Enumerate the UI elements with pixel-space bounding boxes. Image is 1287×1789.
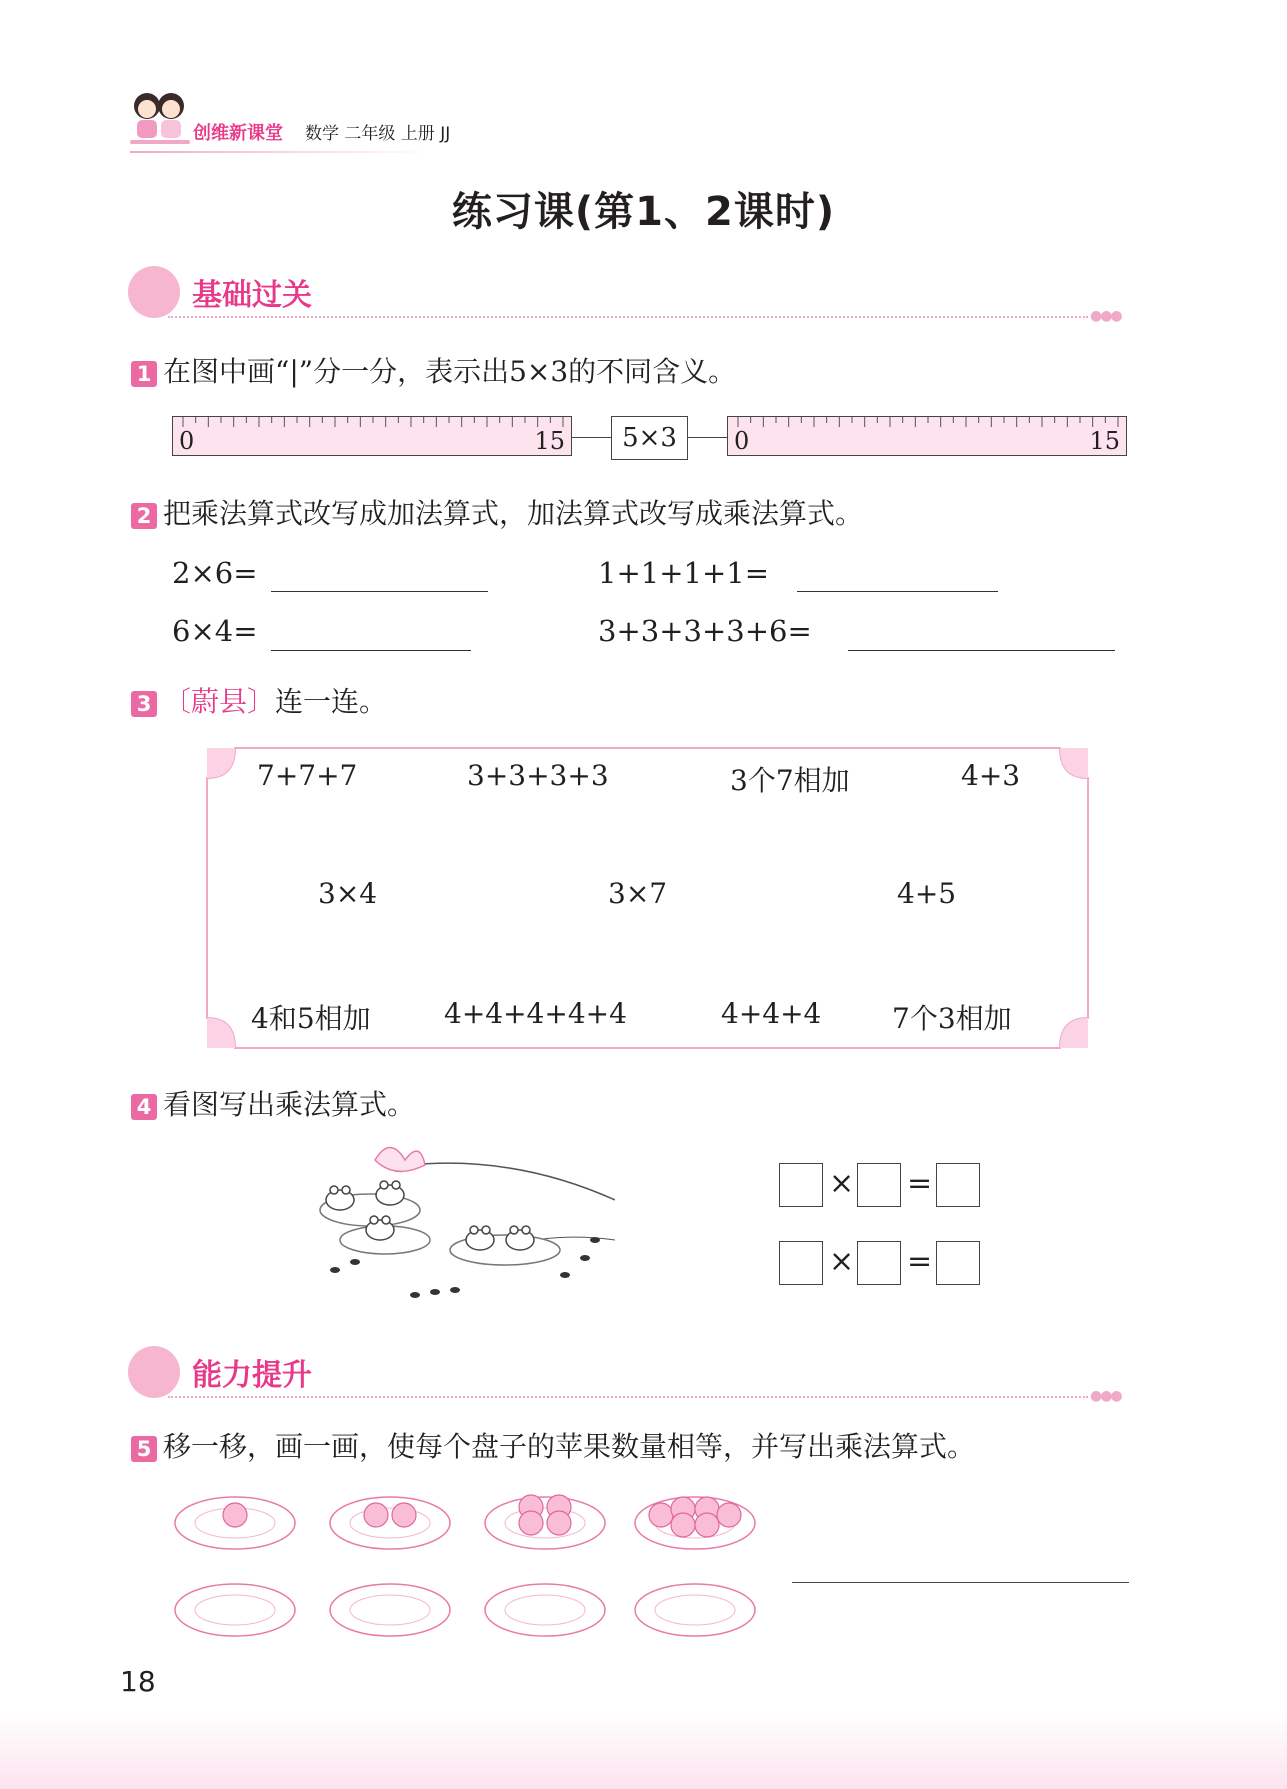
match-item[interactable]: 7个3相加 — [892, 1002, 1012, 1035]
plate — [330, 1584, 450, 1636]
match-item[interactable]: 4+5 — [897, 877, 957, 910]
expression-item: 2×6= — [172, 556, 258, 590]
section-advanced — [128, 1342, 1128, 1402]
expression-item: 3+3+3+3+6= — [598, 614, 812, 648]
connector-line — [688, 437, 727, 438]
apple-plates-illustration — [165, 1488, 765, 1648]
match-item[interactable]: 3+3+3+3 — [467, 759, 609, 792]
question-text: 移一移，画一画，使每个盘子的苹果数量相等，并写出乘法算式。 — [163, 1430, 976, 1463]
expression-item: 6×4= — [172, 614, 258, 648]
match-item[interactable]: 4+3 — [961, 759, 1021, 792]
answer-box[interactable] — [857, 1241, 901, 1285]
ruler-ticks — [173, 417, 573, 457]
answer-box[interactable] — [857, 1163, 901, 1207]
bottom-decor-band — [0, 1712, 1287, 1789]
apple-icon — [649, 1503, 673, 1527]
question-4 — [131, 1088, 415, 1122]
answer-box[interactable] — [779, 1241, 823, 1285]
question-2 — [131, 497, 863, 531]
times-sign: × — [829, 1244, 855, 1279]
section-basic — [128, 262, 1128, 322]
match-item[interactable]: 7+7+7 — [257, 759, 358, 792]
question-number: 1 — [131, 361, 157, 387]
page-number: 18 — [120, 1665, 156, 1698]
question-text: 连一连。 — [275, 685, 388, 718]
answer-line[interactable] — [792, 1582, 1129, 1583]
match-item[interactable]: 4+4+4 — [721, 997, 822, 1030]
question-3 — [131, 685, 387, 719]
apple-icon — [547, 1511, 571, 1535]
question-number: 4 — [131, 1094, 157, 1120]
brand-name: 创维新课堂 — [193, 123, 283, 144]
answer-line[interactable] — [271, 591, 488, 592]
ruler-end-label: 15 — [534, 427, 565, 455]
answer-box[interactable] — [936, 1241, 980, 1285]
plate — [330, 1497, 450, 1549]
number-ruler-left[interactable] — [172, 416, 572, 456]
decor-dots-icon: ●●● — [1090, 1388, 1121, 1404]
question-text: 看图写出乘法算式。 — [163, 1088, 416, 1121]
region-tag: 〔蔚县〕 — [163, 685, 276, 718]
answer-box[interactable] — [936, 1163, 980, 1207]
section-rule — [168, 1396, 1088, 1398]
header-divider — [130, 151, 430, 153]
answer-box[interactable] — [779, 1163, 823, 1207]
apple-icon — [671, 1513, 695, 1537]
page-title: 练习课(第1、2课时) — [451, 189, 836, 235]
number-ruler-right[interactable] — [727, 416, 1127, 456]
plate — [485, 1497, 605, 1549]
question-number: 5 — [131, 1436, 157, 1462]
times-sign: × — [829, 1166, 855, 1201]
apple-icon — [223, 1503, 247, 1527]
ruler-start-label: 0 — [179, 427, 195, 455]
answer-line[interactable] — [848, 650, 1115, 651]
plate — [175, 1584, 295, 1636]
plate — [485, 1584, 605, 1636]
match-item[interactable]: 3×7 — [608, 877, 668, 910]
mascot-icon — [128, 266, 180, 318]
match-item[interactable]: 4和5相加 — [251, 1002, 371, 1035]
section-advanced-title: 能力提升 — [192, 1358, 312, 1393]
apple-icon — [392, 1503, 416, 1527]
question-text: 在图中画“|”分一分，表示出5×3的不同含义。 — [163, 355, 737, 388]
question-text: 把乘法算式改写成加法算式，加法算式改写成乘法算式。 — [163, 497, 864, 530]
equals-sign: = — [907, 1166, 933, 1201]
answer-line[interactable] — [271, 650, 471, 651]
question-number: 2 — [131, 503, 157, 529]
match-item[interactable]: 4+4+4+4+4 — [444, 997, 627, 1030]
apple-icon — [519, 1511, 543, 1535]
apple-icon — [695, 1513, 719, 1537]
question-5 — [131, 1430, 975, 1464]
decor-dots-icon: ●●● — [1090, 308, 1121, 324]
header-kids-illustration — [125, 88, 195, 148]
ruler-start-label: 0 — [734, 427, 750, 455]
match-item[interactable]: 3个7相加 — [730, 764, 850, 797]
book-info: 数学 二年级 上册 JJ — [305, 124, 451, 144]
plate — [635, 1584, 755, 1636]
answer-line[interactable] — [797, 591, 998, 592]
section-basic-title: 基础过关 — [192, 278, 312, 313]
question-number: 3 — [131, 691, 157, 717]
connector-line — [572, 437, 611, 438]
center-expression-box: 5×3 — [611, 416, 688, 460]
section-rule — [168, 316, 1088, 318]
ruler-end-label: 15 — [1089, 427, 1120, 455]
ruler-ticks — [728, 417, 1128, 457]
frogs-pond-illustration — [315, 1140, 615, 1302]
match-item[interactable]: 3×4 — [318, 877, 378, 910]
mascot-icon — [128, 1346, 180, 1398]
apple-icon — [717, 1503, 741, 1527]
question-1 — [131, 355, 736, 389]
apple-icon — [364, 1503, 388, 1527]
expression-item: 1+1+1+1= — [598, 556, 769, 590]
equals-sign: = — [907, 1244, 933, 1279]
